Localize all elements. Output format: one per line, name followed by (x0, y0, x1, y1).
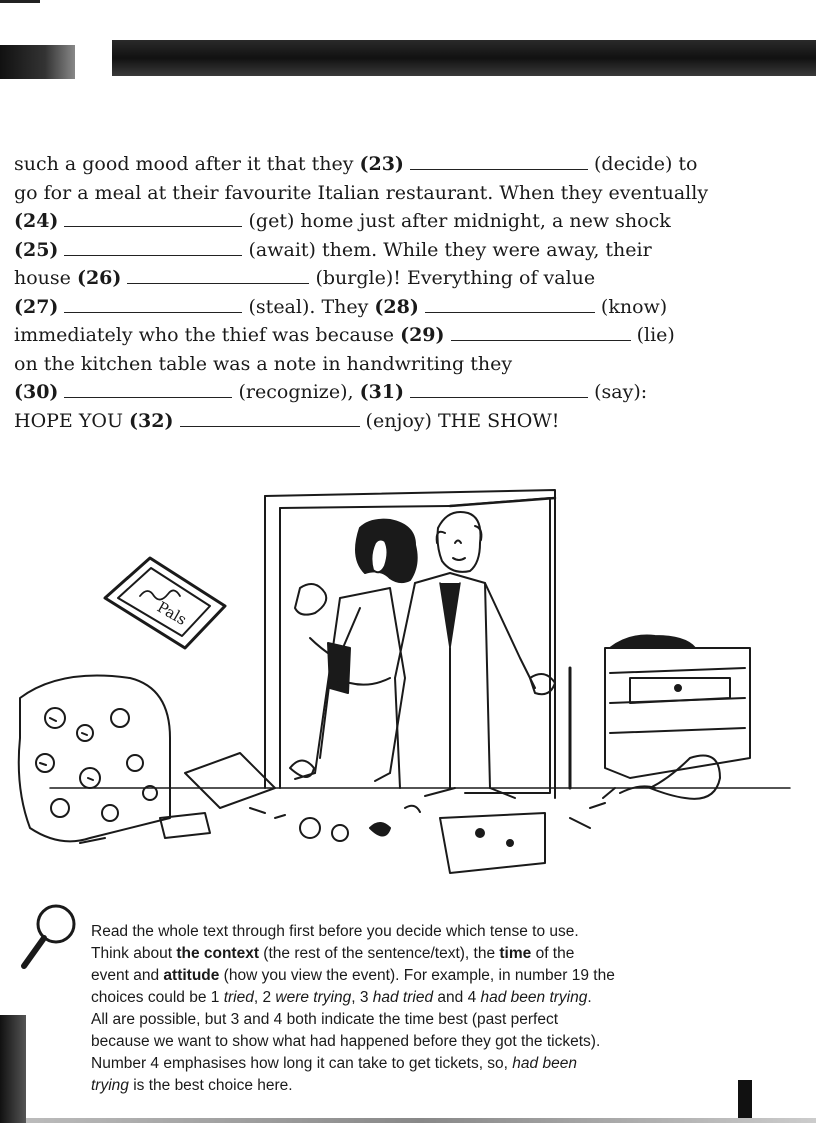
door-frame (265, 490, 570, 798)
chest-of-drawers (605, 636, 750, 779)
burgled-room-illustration (10, 488, 806, 888)
gap-fill-exercise (14, 150, 794, 435)
text: HOPE YOU (14, 409, 123, 432)
tip-text: Read the whole text through first before you decide which tense to use. (91, 923, 579, 940)
header-bar (112, 40, 816, 76)
tip-text: . (587, 989, 592, 1006)
man-figure (395, 512, 555, 798)
tip-text: and 4 (433, 989, 481, 1006)
tip-line (91, 921, 751, 943)
gap-number: (27) (14, 295, 59, 318)
exercise-line (14, 321, 794, 350)
exercise-line (14, 407, 794, 436)
scan-edge-left (0, 1015, 26, 1123)
verb-hint: (burgle)! Everything of value (315, 267, 596, 289)
tip-text: (the rest of the sentence/text), the (259, 945, 500, 962)
exercise-line (14, 293, 794, 322)
answer-blank-26[interactable] (127, 265, 309, 284)
tip-text: , 2 (253, 989, 276, 1006)
gap-number: (26) (76, 267, 122, 289)
tip-italic: trying (91, 1077, 129, 1094)
top-rule (0, 0, 40, 3)
text: immediately who the thief was because (14, 324, 395, 346)
answer-blank-25[interactable] (64, 237, 242, 256)
tip-bold: attitude (163, 967, 220, 984)
tip-box (91, 921, 751, 1097)
tip-text: choices could be 1 (91, 989, 224, 1006)
tip-line (91, 965, 751, 987)
gap-number: (23) (359, 153, 404, 175)
answer-blank-28[interactable] (425, 294, 595, 313)
tip-text: , 3 (351, 989, 373, 1006)
gap-number: (24) (14, 210, 59, 232)
verb-hint: (say): (594, 381, 648, 403)
verb-hint: (know) (600, 295, 668, 318)
verb-hint: (lie) (636, 324, 675, 346)
text: on the kitchen table was a note in handwriting they (14, 352, 513, 375)
exercise-line (14, 264, 794, 293)
text: go for a meal at their favourite Italian restaurant. When they eventually (14, 181, 709, 204)
tip-line (91, 943, 751, 965)
verb-hint: (steal). They (248, 295, 369, 318)
answer-blank-31[interactable] (410, 379, 588, 398)
scan-edge-right (738, 1080, 752, 1123)
tip-text: because we want to show what had happened before they got the tickets). (91, 1033, 601, 1050)
tip-text: Number 4 emphasises how long it can take to get tickets, so, (91, 1055, 513, 1072)
magnifying-glass-icon (18, 900, 80, 972)
tip-italic: had tried (372, 989, 434, 1006)
tip-italic: were trying (275, 989, 352, 1006)
verb-hint: (await) them. While they were away, their (248, 238, 652, 261)
exercise-line (14, 179, 794, 208)
header-bar-left (0, 45, 75, 79)
tip-line (91, 1031, 751, 1053)
exercise-line (14, 350, 794, 379)
answer-blank-24[interactable] (64, 208, 242, 227)
answer-blank-23[interactable] (410, 151, 588, 170)
tip-bold: the context (176, 945, 259, 962)
picture-caption: Pals (154, 597, 190, 629)
tip-italic: had been (512, 1055, 577, 1072)
exercise-line (14, 150, 794, 179)
tip-text: (how you view the event). For example, in number 19 the (219, 967, 615, 984)
gap-number: (29) (400, 324, 445, 346)
exercise-line (14, 207, 794, 236)
gap-number: (31) (359, 381, 404, 403)
gap-number: (25) (14, 238, 59, 261)
floor-debris (80, 753, 615, 873)
gap-number: (30) (14, 381, 59, 403)
tip-line (91, 1009, 751, 1031)
tip-line (91, 987, 751, 1009)
exercise-line (14, 378, 794, 407)
tip-text: All are possible, but 3 and 4 both indicate the time best (past perfect (91, 1011, 558, 1028)
overturned-armchair (19, 676, 170, 842)
verb-hint: (get) home just after midnight, a new shock (248, 210, 671, 232)
exercise-line (14, 236, 794, 265)
answer-blank-32[interactable] (180, 408, 360, 427)
tip-italic: had been trying (480, 989, 588, 1006)
answer-blank-27[interactable] (64, 294, 242, 313)
tip-italic: tried (223, 989, 254, 1006)
tip-line (91, 1075, 751, 1097)
gap-number: (28) (374, 295, 419, 318)
tilted-picture-frame (105, 558, 225, 648)
gap-number: (32) (129, 409, 174, 432)
tip-text: is the best choice here. (128, 1077, 293, 1094)
tip-text: Think about (91, 945, 177, 962)
verb-hint: (enjoy) THE SHOW! (365, 409, 560, 432)
scan-edge-bottom (26, 1118, 816, 1123)
tip-text: event and (91, 967, 164, 984)
verb-hint: (decide) to (594, 153, 698, 175)
answer-blank-30[interactable] (64, 379, 232, 398)
tip-line (91, 1053, 751, 1075)
answer-blank-29[interactable] (451, 322, 631, 341)
text: such a good mood after it that they (14, 153, 354, 175)
text: house (14, 267, 71, 289)
tip-bold: time (499, 945, 532, 962)
tip-text: of the (531, 945, 575, 962)
verb-hint: (recognize), (238, 381, 354, 403)
door-panel (450, 498, 555, 506)
